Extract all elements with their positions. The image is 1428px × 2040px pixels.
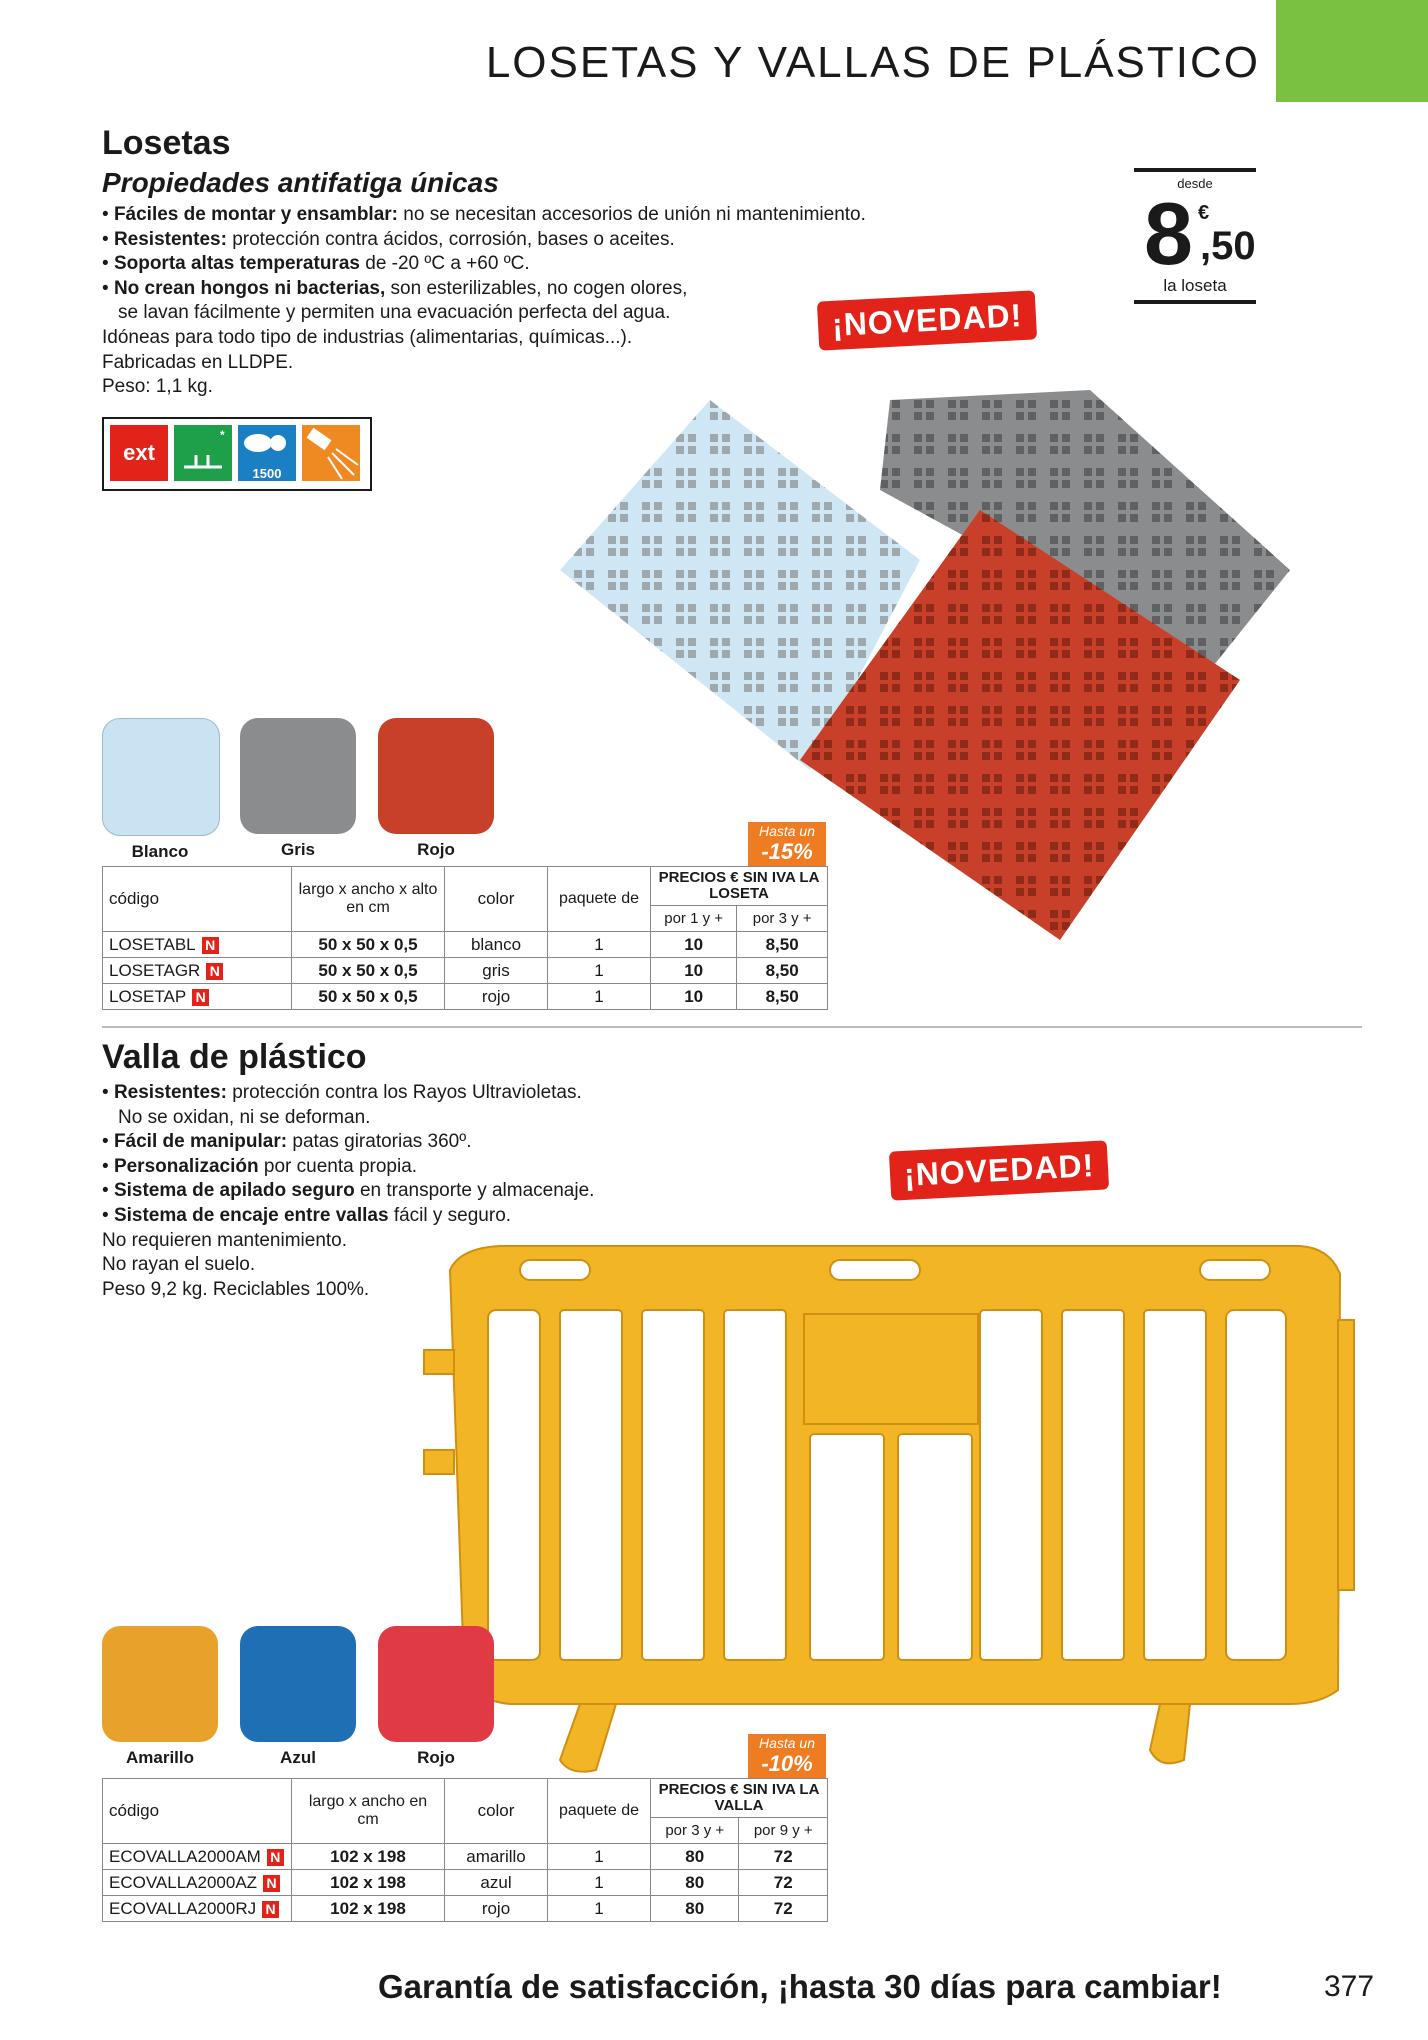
header-tier2: por 3 y + xyxy=(737,906,828,932)
info-line: No requieren mantenimiento. xyxy=(102,1229,348,1251)
losetas-title: Losetas xyxy=(102,124,231,162)
price-tier1: 80 xyxy=(651,1896,739,1922)
discount-value: -15% xyxy=(761,839,813,864)
svg-text:*: * xyxy=(220,428,225,442)
losetas-block xyxy=(102,124,866,400)
pack-cell: 1 xyxy=(548,932,651,958)
new-badge: N xyxy=(267,1849,284,1866)
price-tier1: 10 xyxy=(651,958,737,984)
valla-title: Valla de plástico xyxy=(102,1038,367,1076)
barrier-swatch-azul xyxy=(240,1626,356,1768)
discount-top: Hasta un xyxy=(758,823,816,839)
swatch-label: Rojo xyxy=(417,840,455,859)
header-prices: PRECIOS € SIN IVA LA LOSETA xyxy=(651,867,828,906)
tile-swatch-gris xyxy=(240,718,356,860)
info-line: No rayan el suelo. xyxy=(102,1254,256,1276)
swatch-image xyxy=(378,718,494,834)
price-from: desde xyxy=(1177,176,1213,191)
losetas-price-table xyxy=(102,866,828,1010)
header-dims: largo x ancho en cm xyxy=(292,1779,445,1844)
feature-item: • No crean hongos ni bacterias, son esterilizables, no cogen olores, xyxy=(102,277,688,299)
new-badge: N xyxy=(206,963,223,980)
product-code: LOSETABL xyxy=(109,934,196,954)
feature-continuation: se lavan fácilmente y permiten una evacuación perfecta del agua. xyxy=(118,302,671,324)
header-color: color xyxy=(445,1779,548,1844)
certification-icons xyxy=(102,417,372,491)
price-unit: la loseta xyxy=(1163,276,1227,295)
price-tier2: 72 xyxy=(739,1870,828,1896)
color-cell: rojo xyxy=(445,1896,548,1922)
dims-cell: 50 x 50 x 0,5 xyxy=(292,932,445,958)
price-integer: 8 xyxy=(1144,184,1191,283)
price-tier1: 80 xyxy=(651,1870,739,1896)
table-row xyxy=(103,932,828,958)
color-cell: amarillo xyxy=(445,1844,548,1870)
color-cell: azul xyxy=(445,1870,548,1896)
swatch-label: Rojo xyxy=(417,1748,455,1767)
novedad-badge: ¡NOVEDAD! xyxy=(889,1140,1110,1200)
barrier-swatch-rojo xyxy=(378,1626,494,1768)
discount-top: Hasta un xyxy=(758,1735,816,1751)
pack-cell: 1 xyxy=(548,1844,651,1870)
barrier-swatch-amarillo xyxy=(102,1626,218,1768)
price-tier2: 72 xyxy=(739,1844,828,1870)
price-currency: € xyxy=(1198,202,1210,224)
header-pack: paquete de xyxy=(548,1779,651,1844)
new-badge: N xyxy=(192,989,209,1006)
barrier-product-image xyxy=(420,1230,1380,1780)
discount-badge xyxy=(748,822,826,866)
price-tier2: 8,50 xyxy=(737,932,828,958)
tile-swatch-blanco xyxy=(102,718,220,862)
swatch-label: Gris xyxy=(280,840,316,859)
spray-icon xyxy=(302,425,360,481)
footer-slogan: Garantía de satisfacción, ¡hasta 30 días para cambiar! xyxy=(378,1968,1222,2005)
price-badge xyxy=(1134,168,1256,304)
info-line: Fabricadas en LLDPE. xyxy=(102,351,294,373)
swatch-image xyxy=(240,718,356,834)
floor-icon xyxy=(174,425,232,481)
feature-item: • Sistema de encaje entre vallas fácil y seguro. xyxy=(102,1204,512,1226)
product-code: LOSETAP xyxy=(109,986,187,1006)
feature-item: • Soporta altas temperaturas de -20 ºC a +60 ºC. xyxy=(102,253,530,275)
feature-item: • Fáciles de montar y ensamblar: no se necesitan accesorios de unión ni mantenimiento. xyxy=(102,204,866,225)
swatch-label: Amarillo xyxy=(125,1748,195,1767)
valla-price-table xyxy=(102,1778,828,1922)
dims-cell: 50 x 50 x 0,5 xyxy=(292,958,445,984)
new-badge: N xyxy=(202,937,219,954)
table-row xyxy=(103,984,828,1010)
color-cell: blanco xyxy=(445,932,548,958)
section-color-tab xyxy=(1276,0,1428,102)
new-badge: N xyxy=(263,1875,280,1892)
swatch-image xyxy=(102,1626,218,1742)
table-row xyxy=(103,1844,828,1870)
header-prices: PRECIOS € SIN IVA LA VALLA xyxy=(651,1779,828,1818)
discount-badge xyxy=(748,1734,826,1778)
page-number: 377 xyxy=(1324,1970,1375,2003)
swatch-label: Blanco xyxy=(131,842,189,861)
pack-cell: 1 xyxy=(548,958,651,984)
table-row xyxy=(103,1896,828,1922)
pack-cell: 1 xyxy=(548,1896,651,1922)
pack-cell: 1 xyxy=(548,984,651,1010)
ext-icon: ext xyxy=(110,425,168,481)
discount-value: -10% xyxy=(761,1751,813,1776)
price-tier1: 80 xyxy=(651,1844,739,1870)
header-dims: largo x ancho x alto en cm xyxy=(292,867,445,932)
pack-cell: 1 xyxy=(548,1870,651,1896)
feature-item: • Resistentes: protección contra los Rayos Ultravioletas. xyxy=(102,1082,582,1103)
novedad-badge: ¡NOVEDAD! xyxy=(817,290,1038,350)
losetas-subtitle: Propiedades antifatiga únicas xyxy=(102,167,499,198)
feature-item: • Personalización por cuenta propia. xyxy=(102,1155,418,1177)
price-tier2: 72 xyxy=(739,1896,828,1922)
color-cell: gris xyxy=(445,958,548,984)
product-code: LOSETAGR xyxy=(109,960,201,980)
swatch-image xyxy=(240,1626,356,1742)
info-line: Peso: 1,1 kg. xyxy=(102,376,213,398)
price-decimals: ,50 xyxy=(1200,224,1256,268)
header-code: código xyxy=(103,1779,292,1844)
swatch-image xyxy=(378,1626,494,1742)
tiles-product-image xyxy=(500,360,1320,940)
product-code: ECOVALLA2000AZ xyxy=(109,1872,258,1892)
table-row xyxy=(103,958,828,984)
color-cell: rojo xyxy=(445,984,548,1010)
header-code: código xyxy=(103,867,292,932)
product-code: ECOVALLA2000AM xyxy=(109,1846,261,1866)
header-pack: paquete de xyxy=(548,867,651,932)
dims-cell: 102 x 198 xyxy=(292,1896,445,1922)
info-line: Peso 9,2 kg. Reciclables 100%. xyxy=(102,1278,370,1300)
dims-cell: 102 x 198 xyxy=(292,1870,445,1896)
feature-item: • Sistema de apilado seguro en transporte y almacenaje. xyxy=(102,1180,595,1202)
dims-cell: 50 x 50 x 0,5 xyxy=(292,984,445,1010)
header-tier1: por 3 y + xyxy=(651,1818,739,1844)
new-badge: N xyxy=(262,1901,279,1918)
info-line: Idóneas para todo tipo de industrias (alimentarias, químicas...). xyxy=(102,326,633,348)
feature-item: • Resistentes: protección contra ácidos, corrosión, bases o aceites. xyxy=(102,228,675,250)
table-row xyxy=(103,1870,828,1896)
price-tier2: 8,50 xyxy=(737,984,828,1010)
feature-item: • Fácil de manipular: patas giratorias 360º. xyxy=(102,1131,472,1153)
swatch-label: Azul xyxy=(280,1748,316,1767)
tile-swatch-rojo xyxy=(378,718,494,860)
section-title: LOSETAS Y VALLAS DE PLÁSTICO xyxy=(485,38,1260,87)
price-tier2: 8,50 xyxy=(737,958,828,984)
price-tier1: 10 xyxy=(651,932,737,958)
header-tier2: por 9 y + xyxy=(739,1818,828,1844)
swatch-image xyxy=(102,718,220,836)
section-divider xyxy=(102,1026,1362,1028)
product-code: ECOVALLA2000RJ xyxy=(109,1898,257,1918)
dims-cell: 102 x 198 xyxy=(292,1844,445,1870)
feature-continuation: No se oxidan, ni se deforman. xyxy=(118,1106,371,1128)
header-color: color xyxy=(445,867,548,932)
footstep-1500-icon: 1500 xyxy=(238,425,296,481)
header-tier1: por 1 y + xyxy=(651,906,737,932)
price-tier1: 10 xyxy=(651,984,737,1010)
